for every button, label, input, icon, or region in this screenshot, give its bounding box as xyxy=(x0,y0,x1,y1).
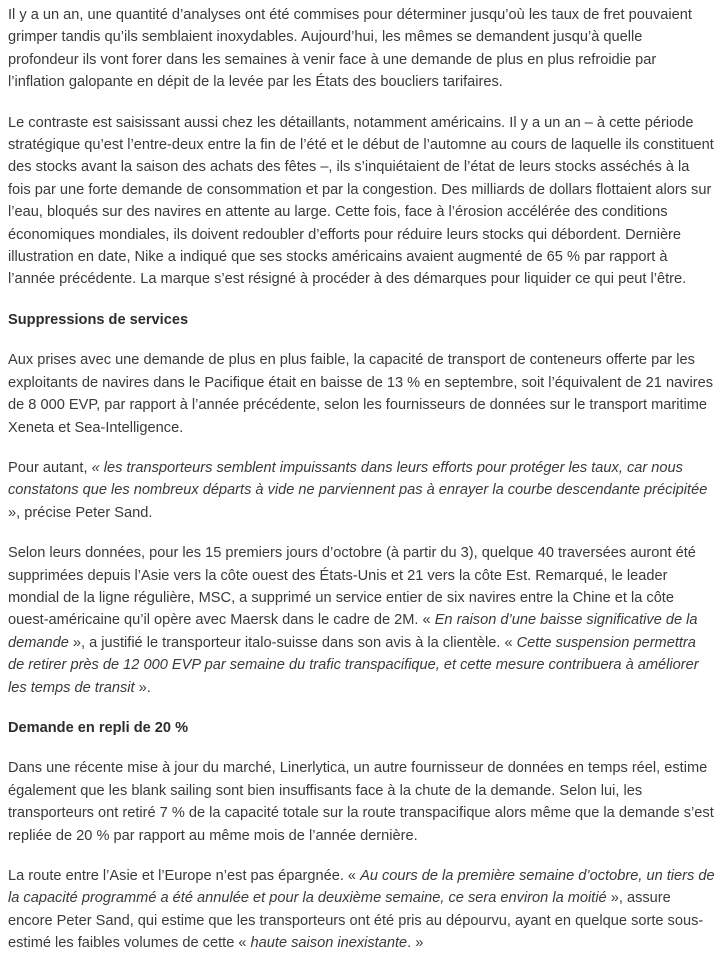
quote-text: Au cours de la première semaine d’octobre, un tiers de la capacité programmé a été annulée et pour la deuxième semaine, ce sera environ la moitié xyxy=(8,868,715,907)
section-heading-demand-drop: Demande en repli de 20 % xyxy=(8,719,189,736)
paragraph-pacific-capacity: Aux prises avec une demande de plus en plus faible, la capacité de transport de conteneurs offerte par les exploitants de navires dans le Pacifique était en baisse de 13 % en septembre, soit l’équivalent de 21 navires de 8 000 EVP, par rapport à l’année précédente, selon les fournisseurs de données sur le transport maritime Xeneta et Sea-Intelligence. xyxy=(8,352,713,436)
text-segment: . » xyxy=(407,935,424,952)
paragraph-linerlytica: Dans une récente mise à jour du marché, Linerlytica, un autre fournisseur de données en temps réel, estime également que les blank sailing sont bien insuffisants face à la chute de la demande. Selon lui, les transporteurs ont retiré 7 % de la capacité totale sur la route transpacifique alors même que la demande s’est repliée de 20 % par rapport au même mois de l’année dernière. xyxy=(8,760,714,844)
text-segment: », a justifié le transporteur italo-suisse dans son avis à la clientèle. « xyxy=(68,634,517,651)
text-segment: », précise Peter Sand. xyxy=(8,504,153,521)
text-segment: Pour autant, xyxy=(8,459,92,476)
paragraph-asia-europe xyxy=(8,865,716,955)
quote-text: « les transporteurs semblent impuissants dans leurs efforts pour protéger les taux, car nous constatons que les nombreux départs à vide ne parviennent pas à enrayer la courbe descendante précipitée xyxy=(8,459,708,499)
section-heading-service-cuts: Suppressions de services xyxy=(8,311,189,328)
paragraph-retailers: Le contraste est saisissant aussi chez les détaillants, notamment américains. Il y a un an – à cette période stratégique qu’est l’entre-deux entre la fin de l’été et le début de l’automne au cours de laquelle ils constituent des stocks avant la saison des achats des fêtes –, ils s’inquiétaient de l’état de leurs stocks asséchés à la fois par une forte demande de consommation et par la congestion. Des milliards de dollars flottaient alors sur l’eau, bloqués sur des navires en attente au large. Cette fois, face à l’érosion accélérée des conditions économiques mondiales, ils doivent redoubler d’efforts pour réduire leurs stocks qui débordent. Dernière illustration en date, Nike a indiqué que ses stocks américains avaient augmenté de 65 % par rapport à l’année précédente. La marque s’est résigné à procéder à des démarques pour liquider ce qui peut l’être. xyxy=(8,114,714,288)
paragraph-msc-suspension xyxy=(8,542,716,699)
quote-text: haute saison inexistante xyxy=(250,935,408,952)
text-segment: La route entre l’Asie et l’Europe n’est pas épargnée. « xyxy=(8,868,361,884)
text-segment: », assure encore Peter Sand, qui estime que les transporteurs ont été pris au dépourvu, ayant en quelque sorte sous-estimé les faibles volumes de cette « xyxy=(8,890,704,952)
quote-text: Cette suspension permettra de retirer près de 12 000 EVP par semaine du trafic transpacifique, et cette mesure contribuera à améliorer les temps de transit xyxy=(8,634,699,696)
paragraph-intro: Il y a un an, une quantité d’analyses ont été commises pour déterminer jusqu’où les taux de fret pouvaient grimper tandis qu’ils semblaient inoxydables. Aujourd’hui, les mêmes se demandent jusqu’à quelle profondeur ils vont forer dans les semaines à venir face à une demande de plus en plus refroidie par l’inflation galopante en dépit de la levée par les États des boucliers tarifaires. xyxy=(8,7,692,91)
quote-text: En raison d’une baisse significative de la demande xyxy=(8,612,698,651)
text-segment: Selon leurs données, pour les 15 premiers jours d’octobre (à partir du 3), quelque 40 traversées auront été supprimées depuis l’Asie vers la côte ouest des États-Unis et 21 vers la côte Est. Remarqué, le leader mondial de la ligne régulière, MSC, a supprimé un service entier de six navires entre la Chine et la côte ouest-américaine qu’il opère avec Maersk dans le cadre de 2M. « xyxy=(8,545,696,629)
text-segment: ». xyxy=(134,679,151,696)
paragraph-quote-sand xyxy=(8,457,716,524)
